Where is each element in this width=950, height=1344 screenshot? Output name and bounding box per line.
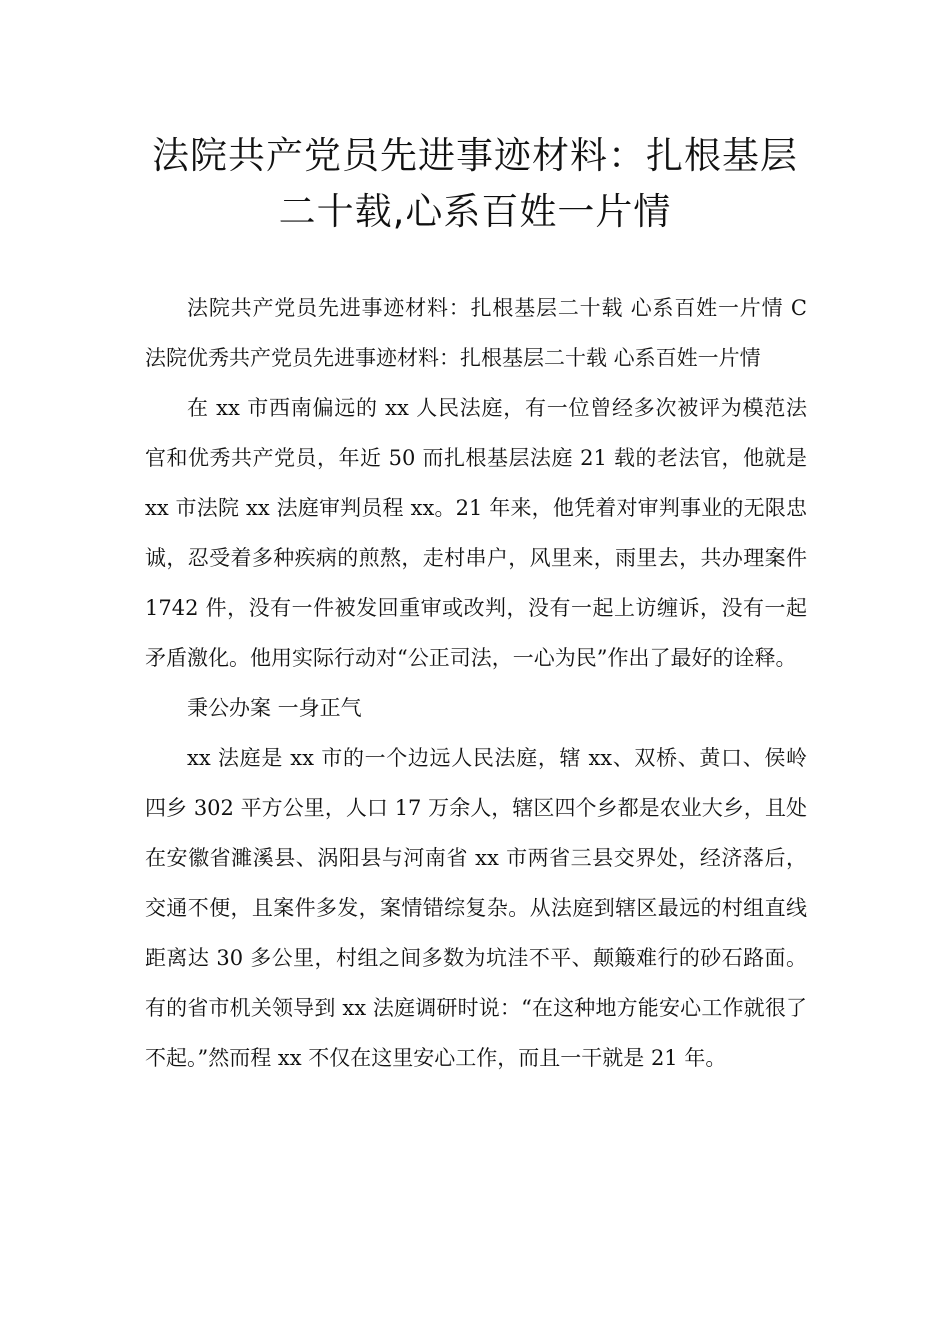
paragraph-intro: 法院共产党员先进事迹材料：扎根基层二十载 心系百姓一片情 C 法院优秀共产党员先进事迹材料：扎根基层二十载 心系百姓一片情 (145, 296, 807, 370)
document-title (100, 128, 850, 240)
paragraph-profile: 在 xx 市西南偏远的 xx 人民法庭，有一位曾经多次被评为模范法官和优秀共产党员，年近 50 而扎根基层法庭 21 载的老法官，他就是 xx 市法院 xx 法庭审判员程 xx。21 年来，他凭着对审判事业的无限忠诚，忍受着多种疾病的煎熬，走村串户，风里来，雨里去，共办理案件 1742 件，没有一件被发回重审或改判，没有一起上访缠诉，没有一起矛盾激化。他用实际行动对“公正司法，一心为民”作出了最好的诠释。 (145, 396, 807, 670)
document-body (145, 283, 807, 1083)
section-heading: 秉公办案 一身正气 (187, 696, 362, 720)
title-line-1: 法院共产党员先进事迹材料：扎根基层 (152, 134, 798, 177)
paragraph-court-description: xx 法庭是 xx 市的一个边远人民法庭，辖 xx、双桥、黄口、侯岭四乡 302 平方公里，人口 17 万余人，辖区四个乡都是农业大乡，且处在安徽省濉溪县、涡阳县与河南省 xx 市两省三县交界处，经济落后，交通不便，且案件多发，案情错综复杂。从法庭到辖区最远的村组直线距离达 30 多公里，村组之间多数为坑洼不平、颠簸难行的砂石路面。有的省市机关领导到 xx 法庭调研时说：“在这种地方能安心工作就很了不起。”然而程 xx 不仅在这里安心工作，而且一干就是 21 年。 (145, 746, 807, 1070)
title-line-2: 二十载,心系百姓一片情 (278, 190, 672, 233)
